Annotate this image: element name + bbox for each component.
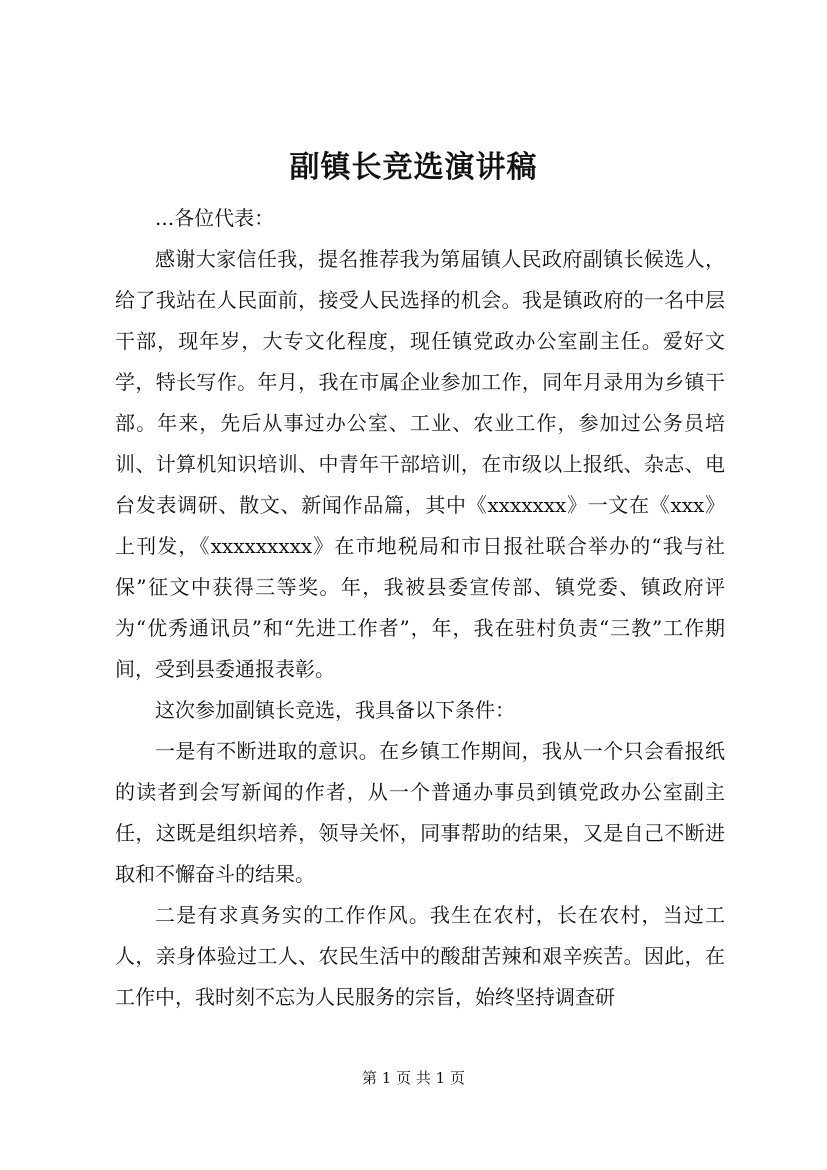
body-paragraph: 一是有不断进取的意识。在乡镇工作期间，我从一个只会看报纸的读者到会写新闻的作者，从一个普通办事员到镇党政办公室副主任，这既是组织培养，领导关怀，同事帮助的结果，又是自己不断进取和不懈奋斗的结果。: [115, 739, 725, 886]
document-title: 副镇长竞选演讲稿: [289, 150, 538, 185]
body-paragraph: 二是有求真务实的工作作风。我生在农村，长在农村，当过工人，亲身体验过工人、农民生活中的酸甜苦辣和艰辛疾苦。因此，在工作中，我时刻不忘为人民服务的宗旨，始终坚持调查研: [115, 903, 725, 1009]
page-footer: 第 1 页 共 1 页: [362, 1069, 465, 1087]
body-paragraph: 感谢大家信任我，提名推荐我为第届镇人民政府副镇长候选人，给了我站在人民面前，接受人民选择的机会。我是镇政府的一名中层干部，现年岁，大专文化程度，现任镇党政办公室副主任。爱好文学，特长写作。年月，我在市属企业参加工作，同年月录用为乡镇干部。年来，先后从事过办公室、工业、农业工作，参加过公务员培训、计算机知识培训、中青年干部培训，在市级以上报纸、杂志、电台发表调研、散文、新闻作品篇，其中《xxxxxxx》一文在《xxx》上刊发，《xxxxxxxxx》在市地税局和市日报社联合举办的“我与社保”征文中获得三等奖。年，我被县委宣传部、镇党委、镇政府评为“优秀通讯员”和“先进工作者”，年，我在驻村负责“三教”工作期间，受到县委通报表彰。: [115, 247, 725, 681]
body-paragraph: 这次参加副镇长竞选，我具备以下条件：: [155, 698, 515, 722]
document-body: [115, 198, 725, 1018]
salutation-paragraph: ...各位代表：: [155, 206, 275, 230]
